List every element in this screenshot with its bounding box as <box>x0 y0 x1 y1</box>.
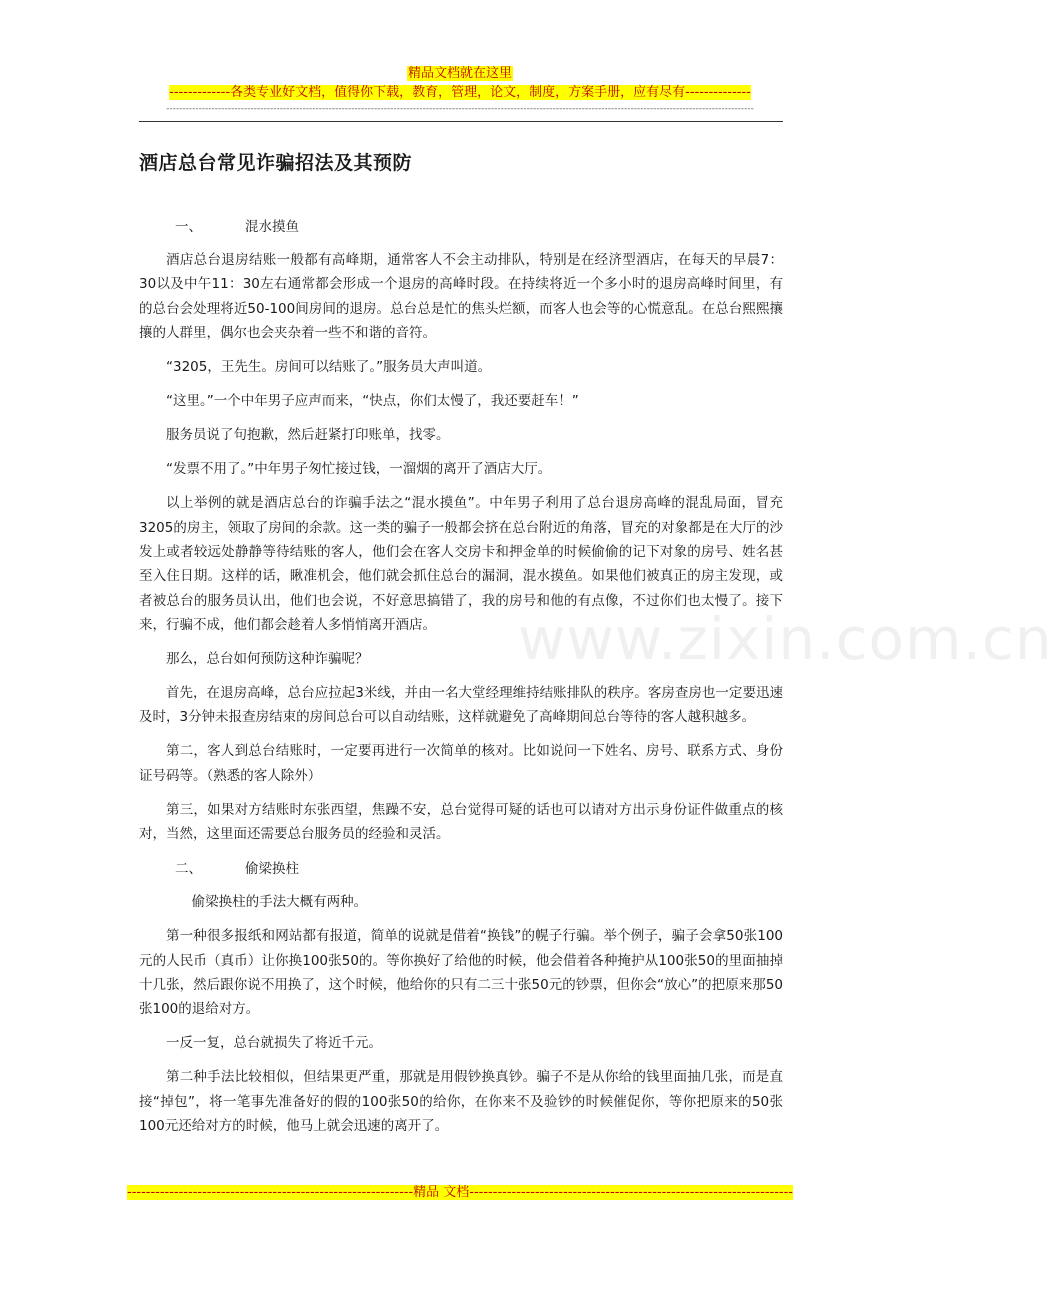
paragraph: 服务员说了句抱歉，然后赶紧打印账单，找零。 <box>166 427 450 444</box>
header-rule <box>139 121 783 122</box>
document-title: 酒店总台常见诈骗招法及其预防 <box>139 152 413 174</box>
header-dash-line: ------------------------------------------------------------------------------------------------------------------------------------------------------------------------------------- <box>166 104 754 114</box>
paragraph: 第一种很多报纸和网站都有报道，简单的说就是借着“换钱”的幌子行骗。举个例子，骗子会拿50张100元的人民币（真币）让你换100张50的。等你换好了给他的时候，他会借着各种掩护从100张50的里面抽掉十几张，然后跟你说不用换了，这个时候，他给你的只有二三十张50元的钞票，但你会“放心”的把原来那50张100的退给对方。 <box>139 928 783 1018</box>
paragraph: 第二，客人到总台结账时，一定要再进行一次简单的核对。比如说问一下姓名、房号、联系方式、身份证号码等。（熟悉的客人除外） <box>139 743 783 784</box>
paragraph: 酒店总台退房结账一般都有高峰期，通常客人不会主动排队，特别是在经济型酒店，在每天的早晨7：30以及中午11：30左右通常都会形成一个退房的高峰时段。在持续将近一个多小时的退房高峰时间里，有的总台会处理将近50-100间房间的退房。总台总是忙的焦头烂额，而客人也会等的心慌意乱。在总台熙熙攘攘的人群里，偶尔也会夹杂着一些不和谐的音符。 <box>139 252 783 341</box>
section-2-heading <box>139 856 783 882</box>
paragraph: 首先，在退房高峰，总台应拉起3米线，并由一名大堂经理维持结账排队的秩序。客房查房也一定要迅速及时，3分钟未报查房结束的房间总台可以自动结账，这样就避免了高峰期间总台等待的客人越积越多。 <box>139 685 783 726</box>
header-slogan: -------------各类专业好文档，值得你下载，教育，管理，论文，制度，方案手册，应有尽有-------------- <box>169 85 751 100</box>
footer-banner: -------------------------------------------------------------精品 文档--------------------------------------------------------------------- <box>127 1185 793 1200</box>
paragraph: 那么，总台如何预防这种诈骗呢？ <box>166 650 369 667</box>
paragraph: “这里。”一个中年男子应声而来，“快点，你们太慢了，我还要赶车！” <box>166 393 579 410</box>
document-body <box>139 150 783 1148</box>
paragraph: 一反一复，总台就损失了将近千元。 <box>166 1035 382 1052</box>
header-title: 精品文档就在这里 <box>407 66 512 81</box>
section-number: 二、 <box>175 861 202 878</box>
paragraph: 第三，如果对方结账时东张西望，焦躁不安，总台觉得可疑的话也可以请对方出示身份证件做重点的核对，当然，这里面还需要总台服务员的经验和灵活。 <box>139 801 783 843</box>
paragraph: “3205，王先生。房间可以结账了。”服务员大声叫道。 <box>166 358 492 375</box>
paragraph: 偷梁换柱的手法大概有两种。 <box>191 894 368 911</box>
paragraph: 第二种手法比较相似，但结果更严重，那就是用假钞换真钞。骗子不是从你给的钱里面抽几张，而是直接“掉包”，将一笔事先准备好的假的100张50的给你，在你来不及验钞的时候催促你，等你把原来的50张100元还给对方的时候，他马上就会迅速的离开了。 <box>139 1069 783 1134</box>
section-number: 一、 <box>175 219 202 235</box>
paragraph: 以上举例的就是酒店总台的诈骗手法之“混水摸鱼”。中年男子利用了总台退房高峰的混乱局面，冒充3205的房主，领取了房间的余款。这一类的骗子一般都会挤在总台附近的角落，冒充的对象都是在大厅的沙发上或者较远处静静等待结账的客人，他们会在客人交房卡和押金单的时候偷偷的记下对象的房号、姓名甚至入住日期。这样的话，瞅准机会，他们就会抓住总台的漏洞，混水摸鱼。如果他们被真正的房主发现，或者被总台的服务员认出，他们也会说，不好意思搞错了，我的房号和他的有点像，不过你们也太慢了。接下来，行骗不成，他们都会趁着人多悄悄离开酒店。 <box>139 495 783 633</box>
section-title: 混水摸鱼 <box>245 219 299 235</box>
section-title: 偷梁换柱 <box>245 861 299 878</box>
section-1-heading <box>139 214 783 240</box>
paragraph: “发票不用了。”中年男子匆忙接过钱，一溜烟的离开了酒店大厅。 <box>166 461 552 478</box>
watermark: www.zixin.com.cn <box>518 605 1053 673</box>
